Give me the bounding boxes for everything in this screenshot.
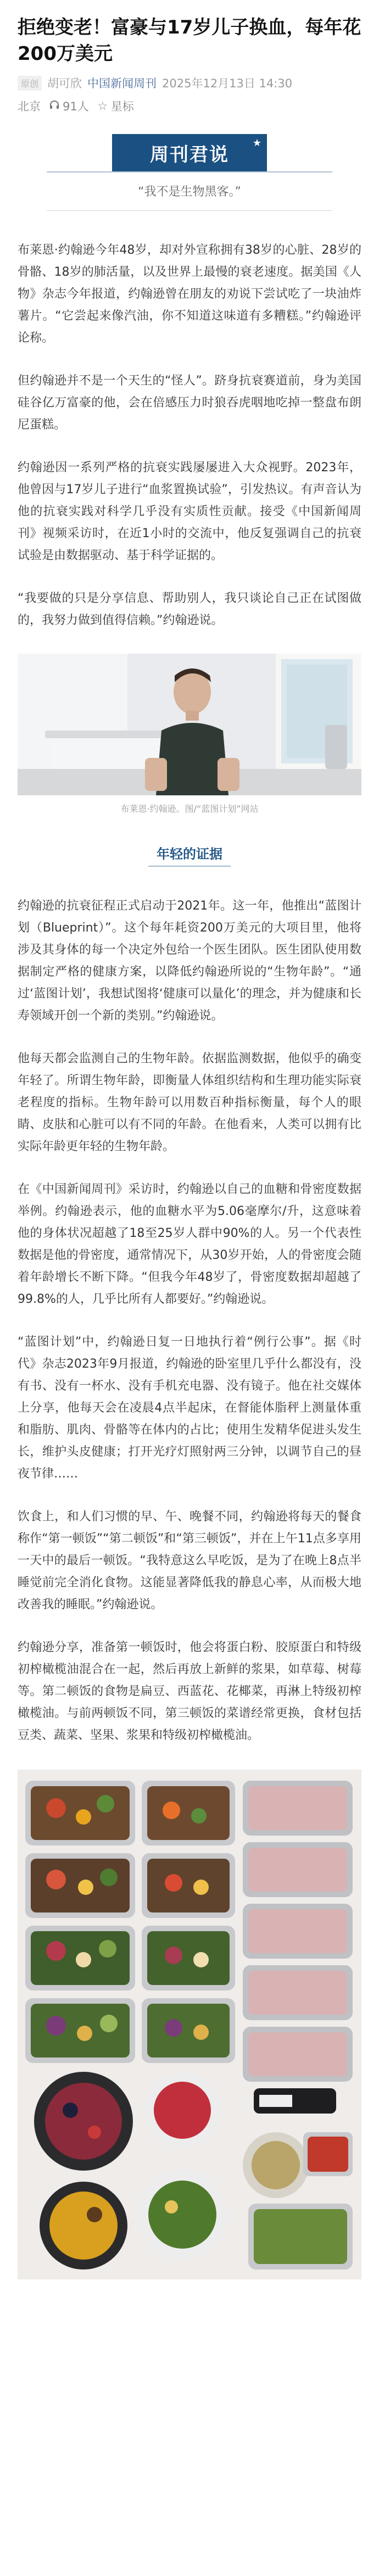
- paragraph: 饮食上，和人们习惯的早、午、晚餐不同，约翰逊将每天的餐食称作“第一顿饭”“第二顿饭”和“第三顿饭”，并在上午11点多享用一天中的最后一顿饭。“我特意这么早吃饭，是为了在晚上8点半睡觉前完全消化食物。这能显著降低我的静息心率，从而极大地改善我的睡眠。”约翰逊说。: [18, 1510, 361, 1612]
- article-title: 拒绝变老！富豪与17岁儿子换血，每年花200万美元: [18, 16, 361, 65]
- column-banner: [112, 134, 267, 171]
- star-label: 星标: [110, 100, 134, 113]
- portrait-photo: [18, 654, 361, 795]
- section-heading: 年轻的证据: [157, 846, 222, 862]
- source-link[interactable]: 中国新闻周刊: [87, 77, 157, 90]
- column-banner-title: 周刊君说: [150, 143, 229, 166]
- paragraph: 他每天都会监测自己的生物年龄。依据监测数据，他似乎的确变年轻了。所谓生物年龄，即衡量人体组织结构和生理功能实际衰老程度的指标。生物年龄可以用数百种指标衡量，每个人的眼睛、皮肤和心脏可以有不同的年龄。在他看来，人类可以拥有比实际年龄更年轻的生物年龄。: [18, 1052, 361, 1153]
- column-quote: “我不是生物黑客。”: [138, 185, 241, 199]
- paragraph: 布莱恩·约翰逊今年48岁，却对外宣称拥有38岁的心脏、28岁的骨骼、18岁的肺活量，以及世界上最慢的衰老速度。据美国《人物》杂志今年报道，约翰逊曾在朋友的劝说下尝试吃了一块油炸薯片。“它尝起来像汽油，你不知道这味道有多糟糕。”约翰逊评论称。: [18, 243, 361, 345]
- star-icon: ★: [252, 137, 261, 149]
- headphones-icon: [48, 99, 60, 113]
- divider: [47, 171, 332, 172]
- article-meta-secondary: [18, 98, 361, 114]
- paragraph: 约翰逊因一系列严格的抗衰实践屡屡进入大众视野。2023年，他曾因与17岁儿子进行“血浆置换试验”，引发热议。有声音认为他的抗衰实践对科学几乎没有实质性贡献。接受《中国新闻周刊》视频采访时，在近1小时的交流中，他反复强调自己的抗衰试验是由数据驱动、基于科学证据的。: [18, 461, 361, 562]
- article-meta: [18, 75, 361, 91]
- author-name[interactable]: 胡可欣: [47, 77, 82, 90]
- listen-button[interactable]: [48, 98, 89, 114]
- star-button[interactable]: [97, 98, 134, 114]
- paragraph: “蓝图计划”中，约翰逊日复一日地执行着“例行公事”。据《时代》杂志2023年9月报道，约翰逊的卧室里几乎什么都没有，没有书、没有一杯水、没有手机充电器、没有镜子。他在社交媒体上分享，他每天会在凌晨4点半起床，在督能体脂秤上测量体重和脂肪、肌肉、骨骼等在体内的占比；使用生发精华促进头发生长，维护头皮健康；打开光疗灯照射两三分钟，以调节自己的昼夜节律……: [18, 1335, 361, 1481]
- meal-photo: [18, 1770, 361, 2279]
- divider: [148, 866, 231, 867]
- publish-date: 2025年12月13日 14:30: [162, 77, 293, 90]
- paragraph: 但约翰逊并不是一个天生的“怪人”。跻身抗衰赛道前，身为美国硅谷亿万富豪的他，会在倍感压力时狼吞虎咽地吃掉一整盘布朗尼蛋糕。: [18, 374, 361, 432]
- listen-count: 91人: [63, 100, 89, 113]
- divider: [47, 210, 332, 211]
- original-badge: 原创: [18, 76, 42, 91]
- paragraph: 约翰逊分享，准备第一顿饭时，他会将蛋白粉、胶原蛋白和特级初榨橄榄油混合在一起，然后再放上新鲜的浆果，如草莓、树莓等。第二顿饭的食物是扁豆、西蓝花、花椰菜，再淋上特级初榨橄榄油。与前两顿饭不同，第三顿饭的菜谱经常更换，食材包括豆类、蔬菜、坚果、浆果和特级初榨橄榄油。: [18, 1641, 361, 1742]
- paragraph: 在《中国新闻周刊》采访时，约翰逊以自己的血糖和骨密度数据举例。约翰逊表示，他的血糖水平为5.06毫摩尔/升，这意味着他的身体状况超越了18至25岁人群中90%的人。另一个代表性数据是他的骨密度，通常情况下，从30岁开始，人的骨密度会随着年龄增长不断下降。“但我今年48岁了，骨密度数据却超越了99.8%的人，几乎比所有人都要好。”约翰逊说。: [18, 1183, 361, 1306]
- photo-caption: 布莱恩·约翰逊。图/“蓝图计划”网站: [120, 804, 259, 814]
- paragraph: “我要做的只是分享信息、帮助别人，我只谈论自己正在试图做的，我努力做到值得信赖。”约翰逊说。: [18, 592, 361, 627]
- location: 北京: [18, 100, 41, 113]
- paragraph: 约翰逊的抗衰征程正式启动于2021年。这一年，他推出“蓝图计划（Blueprint）”。这个每年耗资200万美元的大项目里，他将涉及其身体的每一个决定外包给一个医生团队。医生团队使用数据制定严格的健康方案，以降低约翰逊所说的“生物年龄”。“通过‘蓝图计划’，我想试图将‘健康可以量化’的理念，并为健康和长寿领域开创一个新的类别。”约翰逊说。: [18, 899, 361, 1023]
- star-icon: ☆: [97, 99, 108, 113]
